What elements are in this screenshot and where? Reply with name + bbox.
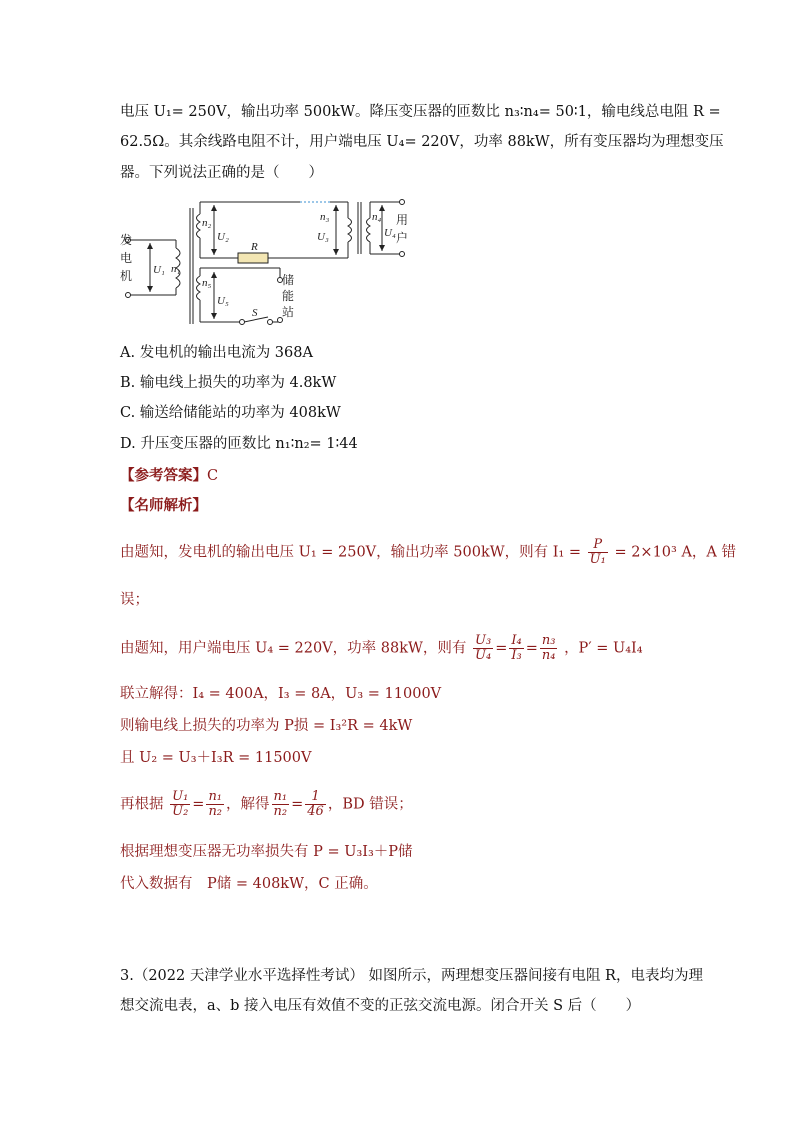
analysis-l1-pre: 由题知，发电机的输出电压 U₁ = 250V，输出功率 500kW，则有 I₁ = <box>120 544 582 561</box>
answer-line <box>120 466 218 486</box>
fraction-n1-n2-result: $\frac{\text{n₁}}{\text{n₂}}$ <box>273 789 288 819</box>
option-c: C. 输送给储能站的功率为 408kW <box>120 405 341 421</box>
answer-label: 【参考答案】 <box>120 467 207 484</box>
intro-line-1: 电压 U₁= 250V，输出功率 500kW。降压变压器的匝数比 n₃∶n₄= 50∶1，输电线总电阻 R = <box>120 104 721 120</box>
label-n1: n₁ <box>171 263 181 275</box>
label-generator-3: 机 <box>120 269 133 283</box>
analysis-l7-mid: ，解得 <box>226 796 270 813</box>
label-n2: n₂ <box>202 217 212 229</box>
analysis-l7-pre: 再根据 <box>120 796 164 813</box>
intro-line-2: 62.5Ω。其余线路电阻不计，用户端电压 U₄= 220V，功率 88kW，所有变压器均为理想变压 <box>120 134 724 150</box>
analysis-l3-post: ，P′ = U₄I₄ <box>564 640 643 657</box>
label-generator-2: 电 <box>120 251 133 265</box>
label-user-1: 用 <box>396 213 409 227</box>
question3-line-2: 想交流电表，a、b 接入电压有效值不变的正弦交流电源。闭合开关 S 后（ ） <box>120 998 641 1014</box>
fraction-n1-n2: $\frac{\text{n₁}}{\text{n₂}}$ <box>208 789 223 819</box>
label-n4: n₄ <box>372 211 382 223</box>
analysis-line-3: 由题知，用户端电压 U₄ = 220V，功率 88kW，则有 $\frac{\text{U₃}}{\text{U₄}}$ = $\frac{\text{I₄}}{\text{I₃}}$ = $\frac{\text{n₃}}{\text{n₄}}$ ，P′ = U₄I₄ <box>120 633 643 663</box>
fraction-n3-n4: $\frac{\text{n₃}}{\text{n₄}}$ <box>541 633 556 663</box>
intro-line-3: 器。下列说法正确的是（ ） <box>120 165 323 181</box>
analysis-line-9: 代入数据有 P储 = 408kW，C 正确。 <box>120 876 378 892</box>
analysis-l7-post: ，BD 错误； <box>327 796 413 813</box>
analysis-l3-pre: 由题知，用户端电压 U₄ = 220V，功率 88kW，则有 <box>120 640 467 657</box>
label-U4: U₄ <box>384 227 396 239</box>
label-storage-3: 站 <box>282 305 295 319</box>
label-generator-1: 发 <box>120 233 133 247</box>
label-storage-2: 能 <box>282 289 295 303</box>
analysis-line-5: 则输电线上损失的功率为 P损 = I₃²R = 4kW <box>120 718 413 734</box>
option-a: A. 发电机的输出电流为 368A <box>120 345 313 361</box>
analysis-line-1 <box>120 538 736 567</box>
fraction-i4-i3: $\frac{\text{I₄}}{\text{I₃}}$ <box>511 633 522 663</box>
analysis-line-6: 且 U₂ = U₃＋I₃R = 11500V <box>120 750 312 766</box>
fraction-1-46: $\frac{1}{46}$ <box>307 789 324 819</box>
label-n3: n₃ <box>320 211 330 223</box>
label-U3: U₃ <box>317 231 329 243</box>
label-U5: U₅ <box>217 295 229 307</box>
label-storage-1: 储 <box>282 273 295 287</box>
fraction-p-over-u1: $\frac{P}{\text{U₁}}$ <box>589 537 606 567</box>
analysis-l1-post: = 2×10³ A，A 错 <box>614 544 736 561</box>
analysis-title: 【名师解析】 <box>120 497 207 514</box>
fraction-u1-u2: $\frac{\text{U₁}}{\text{U₂}}$ <box>172 789 189 819</box>
option-d: D. 升压变压器的匝数比 n₁∶n₂= 1∶44 <box>120 436 358 452</box>
option-b: B. 输电线上损失的功率为 4.8kW <box>120 375 337 391</box>
answer-value: C <box>207 468 219 484</box>
question3-line-1: 3.（2022 天津学业水平选择性考试） 如图所示，两理想变压器间接有电阻 R，电表均为理 <box>120 968 703 984</box>
label-S: S <box>252 307 258 319</box>
label-U1: U₁ <box>153 264 165 276</box>
circuit-diagram <box>118 196 418 328</box>
analysis-line-4: 联立解得：I₄ = 400A，I₃ = 8A，U₃ = 11000V <box>120 686 442 702</box>
label-user-2: 户 <box>396 231 409 245</box>
analysis-line-8: 根据理想变压器无功率损失有 P = U₃I₃＋P储 <box>120 844 413 860</box>
label-U2: U₂ <box>217 231 229 243</box>
label-n5: n₅ <box>202 277 212 289</box>
analysis-line-2: 误； <box>120 592 149 608</box>
analysis-line-7: 再根据 $\frac{\text{U₁}}{\text{U₂}}$ = $\frac{\text{n₁}}{\text{n₂}}$ ，解得 $\frac{\text{n₁}}{\text{n₂}}$ = $\frac{1}{46}$ ，BD 错误； <box>120 789 413 819</box>
label-R: R <box>251 241 258 253</box>
fraction-u3-u4: $\frac{\text{U₃}}{\text{U₄}}$ <box>475 633 492 663</box>
